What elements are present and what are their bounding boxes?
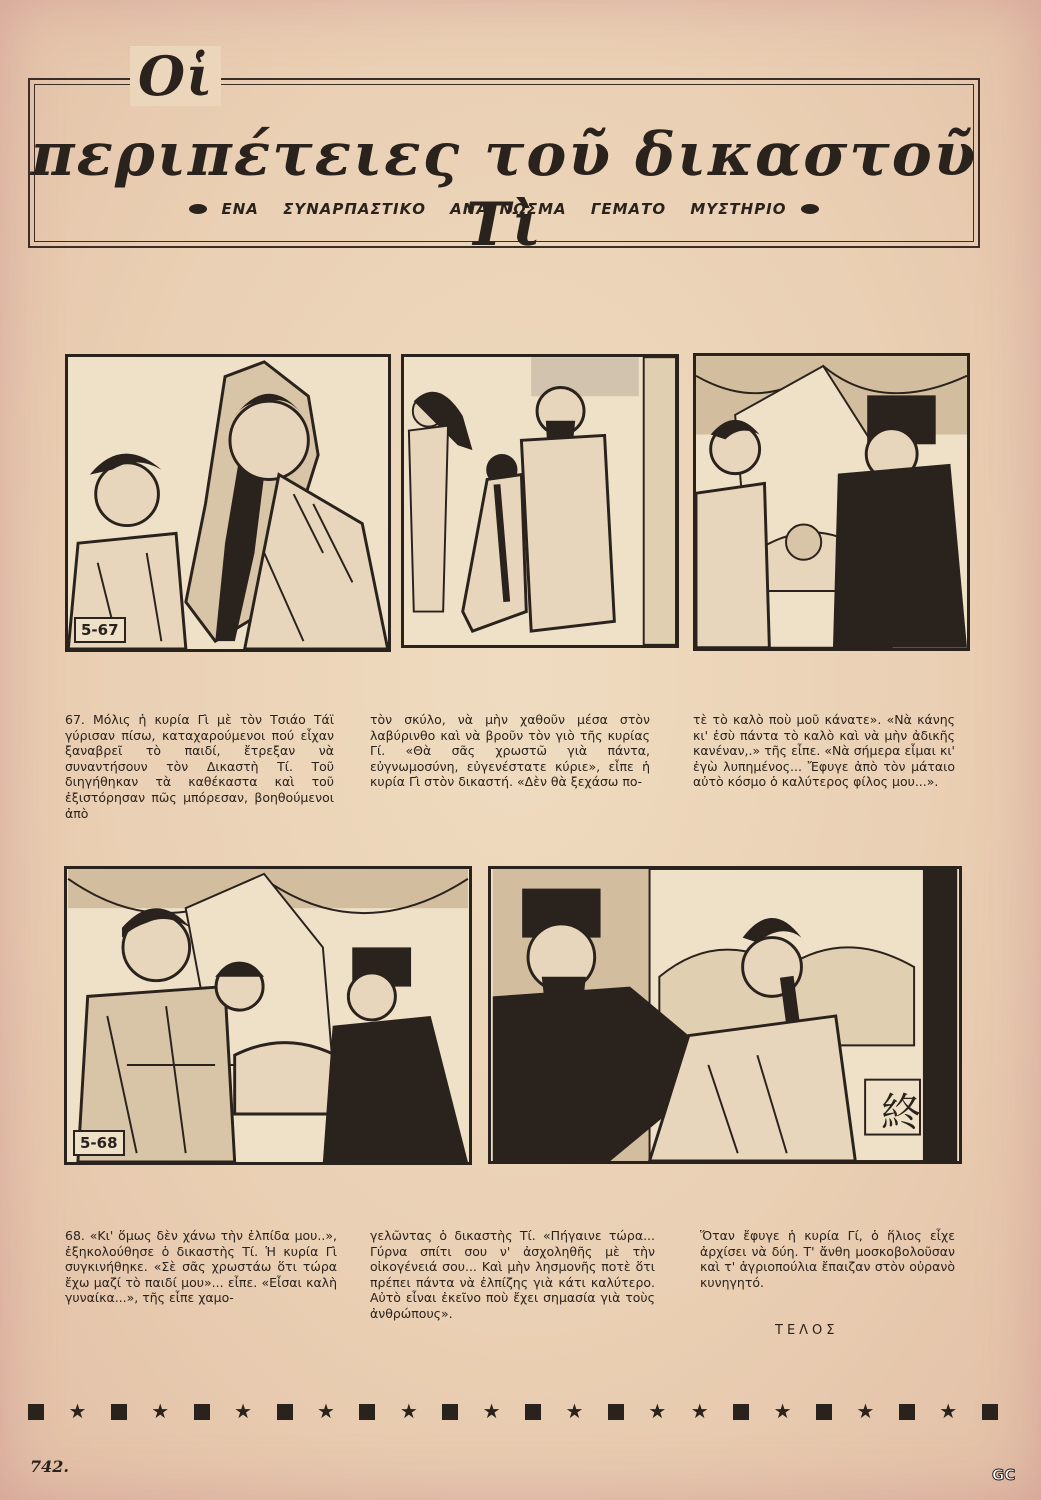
star-ornament-icon: ★ — [690, 1401, 709, 1423]
title-first-word: Οἱ — [130, 46, 221, 106]
panel-4-number: 5-68 — [73, 1130, 125, 1156]
star-ornament-icon: ★ — [565, 1401, 584, 1423]
text-68-col-3: Ὅταν ἔφυγε ἡ κυρία Γί, ὁ ἥλιος εἶχε ἀρχίσει νὰ δύη. Τ' ἄνθη μοσκοβολοῦσαν καὶ τ' ἀγριοπούλια ἔπαιζαν στὸν οὐρανὸ κυνηγητό. — [700, 1228, 955, 1290]
comic-panel-4 — [64, 866, 472, 1165]
square-ornament-icon — [28, 1404, 44, 1420]
star-ornament-icon: ★ — [856, 1401, 875, 1423]
square-ornament-icon — [194, 1404, 210, 1420]
panel-3-illustration — [696, 356, 967, 648]
end-text: ΤΕΛΟΣ — [775, 1323, 839, 1338]
star-ornament-icon: ★ — [648, 1401, 667, 1423]
square-ornament-icon — [277, 1404, 293, 1420]
square-ornament-icon — [899, 1404, 915, 1420]
bullet-right-icon — [801, 204, 819, 214]
subtitle: ΕΝΑ ΣΥΝΑΡΠΑΣΤΙΚΟ ΑΝΑΓΝΩΣΜΑ ΓΕΜΑΤΟ ΜΥΣΤΗΡΙΟ — [221, 200, 787, 218]
square-ornament-icon — [111, 1404, 127, 1420]
panel-2-illustration — [404, 357, 676, 645]
end-sign-glyph: 終 — [881, 1090, 921, 1136]
star-ornament-icon: ★ — [68, 1401, 87, 1423]
star-ornament-icon: ★ — [234, 1401, 253, 1423]
square-ornament-icon — [442, 1404, 458, 1420]
subtitle-row — [30, 200, 978, 218]
comic-panel-1 — [65, 354, 391, 652]
comic-panel-2 — [401, 354, 679, 648]
watermark: GC — [992, 1466, 1016, 1484]
text-67-col-1: 67. Μόλις ἡ κυρία Γὶ μὲ τὸν Τσιάο Τάϊ γύρισαν πίσω, καταχαρούμενοι πού εἶχαν ξαναβρεῖ τὸ παιδί, ἔτρεξαν νὰ συναντήσουν τὸν Δικαστὴ Τί. Τοῦ διηγήθηκαν τὰ καθέκαστα καὶ τοῦ ἐξιστόρησαν πῶς μπόρεσαν, βοηθούμενοι ἀπὸ — [65, 712, 334, 821]
page-title: περιπέτειες τοῦ δικαστοῦ Τὶ — [30, 120, 978, 260]
star-ornament-icon: ★ — [773, 1401, 792, 1423]
square-ornament-icon — [359, 1404, 375, 1420]
decorative-border-strip — [28, 1400, 998, 1424]
panel-1-number: 5-67 — [74, 617, 126, 643]
comic-panel-3 — [693, 353, 970, 651]
text-67-col-2: τὸν σκύλο, νὰ μὴν χαθοῦν μέσα στὸν λαβύρινθο καὶ νὰ βροῦν τὸν γιὸ τῆς κυρίας Γί. «Θὰ σᾶς χρωστῶ γιὰ πάντα, εὐγνωμοσύνη, εὐγενέστατε κύριε», εἶπε ἡ κυρία Γὶ στὸν δικαστή. «Δὲν θὰ ξεχάσω πο- — [370, 712, 650, 790]
text-68-col-1: 68. «Κι' ὅμως δὲν χάνω τὴν ἐλπίδα μου..», ἐξηκολούθησε ὁ δικαστὴς Τί. Ἡ κυρία Γὶ συγκινήθηκε. «Σὲ σᾶς χρωστάω ὅτι τώρα ἔχω μαζί τὸ παιδί μου»... εἶπε. «Εἶσαι καλὴ γυναίκα...», τῆς εἶπε χαμο- — [65, 1228, 337, 1306]
square-ornament-icon — [733, 1404, 749, 1420]
star-ornament-icon: ★ — [939, 1401, 958, 1423]
square-ornament-icon — [525, 1404, 541, 1420]
bullet-left-icon — [189, 204, 207, 214]
square-ornament-icon — [816, 1404, 832, 1420]
comic-panel-5 — [488, 866, 962, 1164]
title-box — [28, 44, 980, 260]
panel-1-illustration — [68, 357, 388, 649]
text-68-col-2: γελῶντας ὁ δικαστὴς Τί. «Πήγαινε τώρα... Γύρνα σπίτι σου ν' ἀσχοληθῆς μὲ τὴν οἰκογένειά σου... Καὶ μὴν λησμονῆς ποτὲ ὅτι πρέπει πάντα νὰ ἐλπίζης γιὰ κάτι καλύτερο. Αὐτὸ εἶναι ἐκεῖνο ποὺ ἔχει σημασία γιὰ τοὺς ἀνθρώπους». — [370, 1228, 655, 1321]
text-67-col-3: τὲ τὸ καλὸ ποὺ μοῦ κάνατε». «Νὰ κάνης κι' ἐσὺ πάντα τὸ καλὸ καὶ νὰ μὴν ἀδικῆς κανέναν,.» τῆς εἶπε. «Νὰ σήμερα εἶμαι κι' ἐγὼ λυπημένος... Ἔφυγε ἀπὸ τὸν μάταιο αὐτὸ κόσμο ὁ καλύτερος φίλος μου...». — [693, 712, 955, 790]
panel-4-illustration — [67, 869, 469, 1162]
star-ornament-icon: ★ — [151, 1401, 170, 1423]
page-number: 742. — [30, 1457, 69, 1476]
star-ornament-icon: ★ — [482, 1401, 501, 1423]
square-ornament-icon — [982, 1404, 998, 1420]
star-ornament-icon: ★ — [316, 1401, 335, 1423]
star-ornament-icon: ★ — [399, 1401, 418, 1423]
square-ornament-icon — [608, 1404, 624, 1420]
